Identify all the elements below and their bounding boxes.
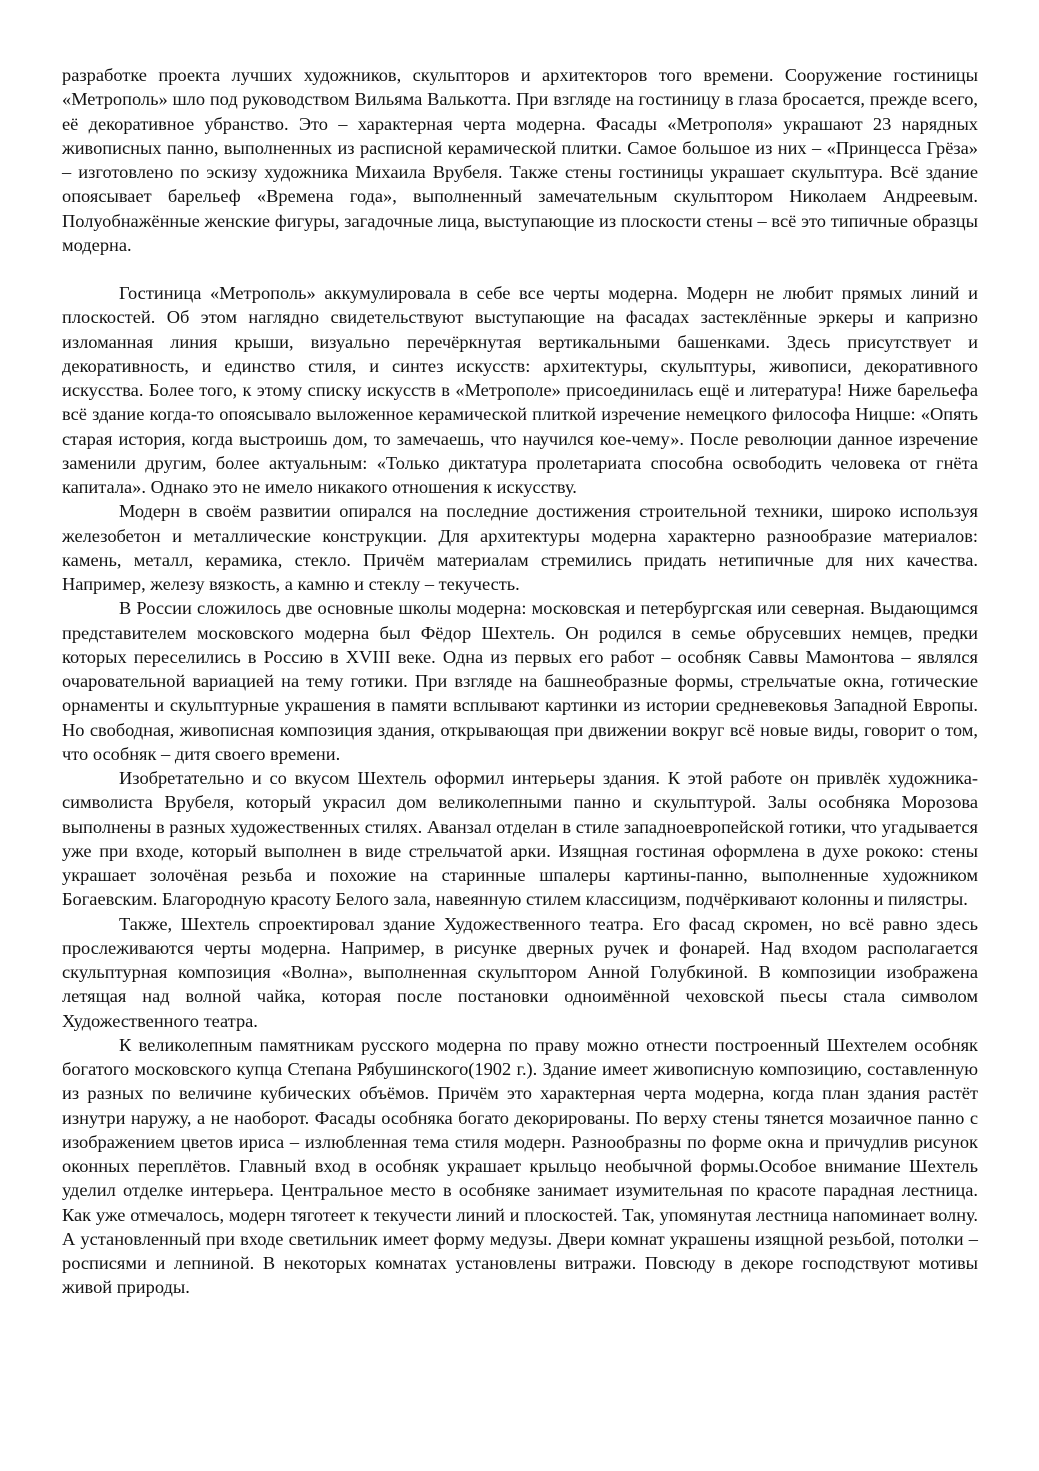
paragraph-morozov-interiors: Изобретательно и со вкусом Шехтель оформил интерьеры здания. К этой работе он привлёк художника-символиста Врубеля, который украсил дом великолепными панно и скульптурой. Залы особняка Морозова выполнены в разных художественных стилях. Аванзал отделан в стиле западноевропейской готики, что угадывается уже при входе, который выполнен в виде стрельчатой арки. Изящная гостиная оформлена в духе рококо: стены украшает золочёная резьба и похожие на старинные шпалеры картины-панно, выполненные художником Богаевским. Благородную красоту Белого зала, навеянную стилем классицизм, подчёркивают колонны и пилястры.: [62, 768, 978, 910]
paragraph-materials: Модерн в своём развитии опирался на последние достижения строительной техники, широко используя железобетон и металлические конструкции. Для архитектуры модерна характерно разнообразие материалов: камень, металл, керамика, стекло. Причём материалам стремились придать нетипичные для них качества. Например, железу вязкость, а камню и стеклу – текучесть.: [62, 501, 978, 594]
paragraph-metropol-intro: разработке проекта лучших художников, скульпторов и архитекторов того времени. Сооружение гостиницы «Метрополь» шло под руководством Вильяма Валькотта. При взгляде на гостиницу в глаза бросается, прежде всего, её декоративное убранство. Это – характерная черта модерна. Фасады «Метрополя» украшают 23 нарядных живописных панно, выполненных из расписной керамической плитки. Самое большое из них – «Принцесса Грёза» – изготовлено по эскизу художника Михаила Врубеля. Также стены гостиницы украшает скульптура. Всё здание опоясывает барельеф «Времена года», выполненный замечательным скульптором Николаем Андреевым. Полуобнажённые женские фигуры, загадочные лица, выступающие из плоскости стены – всё это типичные образцы модерна.: [62, 65, 978, 255]
document-page: [62, 63, 978, 1300]
paragraph-art-theatre: Также, Шехтель спроектировал здание Художественного театра. Его фасад скромен, но всё равно здесь прослеживаются черты модерна. Например, в рисунке дверных ручек и фонарей. Над входом располагается скульптурная композиция «Волна», выполненная скульптором Анной Голубкиной. В композиции изображена летящая над волной чайка, которая после постановки одноимённой чеховской пьесы стала символом Художественного театра.: [62, 913, 978, 1031]
paragraph-metropol-features: Гостиница «Метрополь» аккумулировала в себе все черты модерна. Модерн не любит прямых линий и плоскостей. Об этом наглядно свидетельствуют выступающие на фасадах застеклённые эркеры и капризно изломанная линия крыши, визуально перечёркнутая вертикальными башенками. Здесь присутствует и декоративность, и единство стиля, и синтез искусств: архитектуры, скульптуры, живописи, декоративного искусства. Более того, к этому списку искусств в «Метрополе» присоединилась ещё и литература! Ниже барельефа всё здание когда-то опоясывало выложенное керамической плиткой изречение немецкого философа Ницше: «Опять старая история, когда выстроишь дом, то замечаешь, что научился кое-чему». После революции данное изречение заменили другим, более актуальным: «Только диктатура пролетариата способна освободить человека от гнёта капитала». Однако это не имело никакого отношения к искусству.: [62, 283, 978, 497]
paragraph-ryabushinsky-mansion: К великолепным памятникам русского модерна по праву можно отнести построенный Шехтелем особняк богатого московского купца Степана Рябушинского(1902 г.). Здание имеет живописную композицию, составленную из разных по величине кубических объёмов. Причём это характерная черта модерна, когда план здания растёт изнутри наружу, а не наоборот. Фасады особняка богато декорированы. По верху стены тянется мозаичное панно с изображением цветов ириса – излюбленная тема стиля модерн. Разнообразны по форме окна и причудлив рисунок оконных переплётов. Главный вход в особняк украшает крыльцо необычной формы.Особое внимание Шехтель уделил отделке интерьера. Центральное место в особняке занимает изумительная по красоте парадная лестница. Как уже отмечалось, модерн тяготеет к текучести линий и плоскостей. Так, упомянутая лестница напоминает волну. А установленный при входе светильник имеет форму медузы. Двери комнат украшены изящной резьбой, потолки – росписями и лепниной. В некоторых комнатах установлены витражи. Повсюду в декоре господствуют мотивы живой природы.: [62, 1034, 978, 1298]
paragraph-schools-shekhtel: В России сложилось две основные школы модерна: московская и петербургская или северная. Выдающимся представителем московского модерна был Фёдор Шехтель. Он родился в семье обрусевших немцев, предки которых переселились в Россию в XVIII веке. Одна из первых его работ – особняк Саввы Мамонтова – являлся очаровательной вариацией на тему готики. При взгляде на башнеобразные формы, стрельчатые окна, готические орнаменты и скульптурные украшения в памяти всплывают картинки из истории средневековья Западной Европы. Но свободная, живописная композиция здания, открывающая при движении вокруг всё новые виды, говорит о том, что особняк – дитя своего времени.: [62, 598, 978, 764]
